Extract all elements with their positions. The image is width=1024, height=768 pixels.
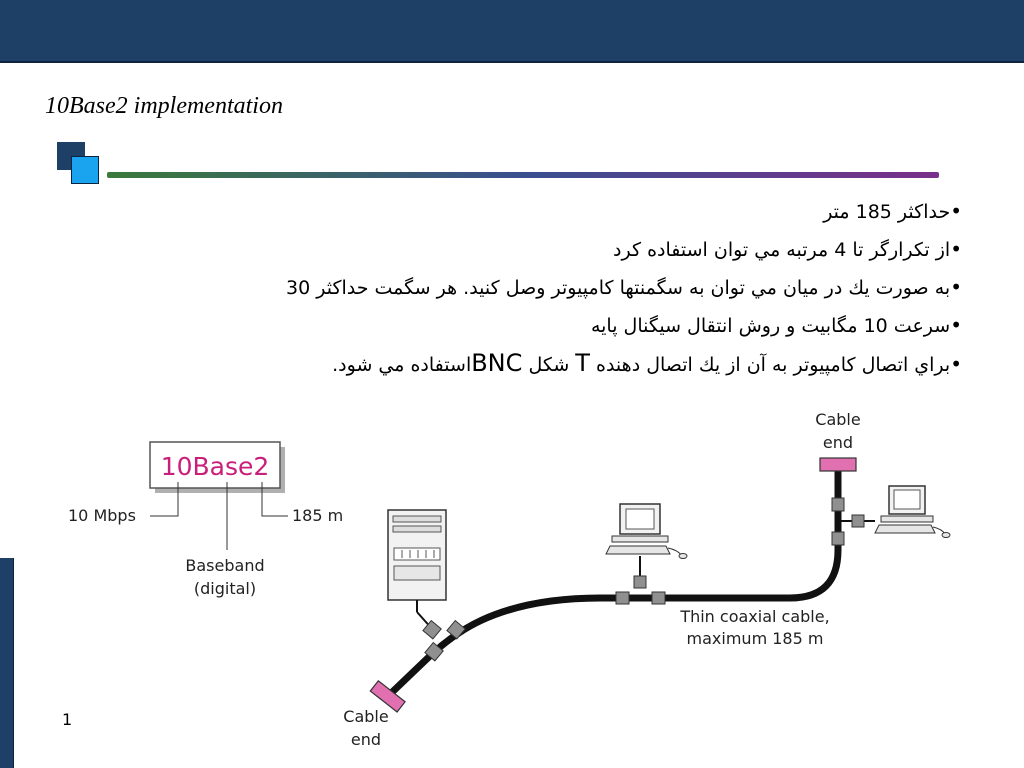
bullet-text: سرعت 10 مگابيت و روش انتقال سيگنال پايه — [590, 315, 951, 337]
box-label: 10Base2 — [160, 452, 270, 481]
cable-end-top-line2: end — [822, 433, 854, 452]
signal-label-line2: (digital) — [193, 579, 257, 598]
workstation-middle — [606, 504, 687, 559]
t-connector-middle-top — [634, 576, 646, 588]
bnc-label: BNC — [471, 349, 523, 377]
t-connector-server-1 — [423, 621, 441, 639]
cable-end-bottom-line2: end — [350, 730, 382, 749]
speed-label: 10 Mbps — [68, 506, 136, 525]
bullet-text-part3: استفاده مي شود. — [332, 354, 472, 376]
cable-end-terminator-top — [820, 458, 856, 471]
t-connector-right-bottom — [832, 532, 844, 545]
t-connector-right-side — [852, 515, 864, 527]
signal-label-line1: Baseband — [185, 556, 265, 575]
coaxial-cable — [386, 466, 838, 698]
t-connector-right-top — [832, 498, 844, 511]
cable-label-line2: maximum 185 m — [686, 629, 824, 648]
bullet-dot: • — [950, 352, 962, 376]
bullet-dot: • — [950, 275, 962, 299]
bullet-text: حداکثر 185 متر — [823, 201, 951, 223]
bullet-text: از تکرارگر تا 4 مرتبه مي توان استفاده کرد — [613, 239, 951, 261]
slide-title: 10Base2 implementation — [45, 93, 283, 119]
cable-label-line1: Thin coaxial cable, — [680, 607, 830, 626]
page-number: 1 — [62, 710, 73, 729]
bullet-dot: • — [950, 237, 962, 261]
t-connector-middle-right — [652, 592, 665, 604]
t-connector-middle-left — [616, 592, 629, 604]
length-label: 185 m — [292, 506, 344, 525]
bullet-dot: • — [950, 199, 962, 223]
bullet-dot: • — [950, 313, 962, 337]
cable-end-top-line1: Cable — [815, 410, 861, 429]
workstation-right — [875, 486, 950, 538]
server-computer — [388, 510, 446, 600]
bullet-text-part1: براي اتصال کامپيوتر به آن از يك اتصال دهنده — [589, 354, 951, 376]
cable-end-bottom-line1: Cable — [343, 707, 389, 726]
bullet-text: به صورت يك در ميان مي توان به سگمنتها کامپيوتر وصل کنيد. هر سگمت حداکثر 30 — [286, 277, 951, 299]
bullet-text-part2: شکل — [522, 354, 576, 376]
t-letter: T — [575, 349, 590, 377]
